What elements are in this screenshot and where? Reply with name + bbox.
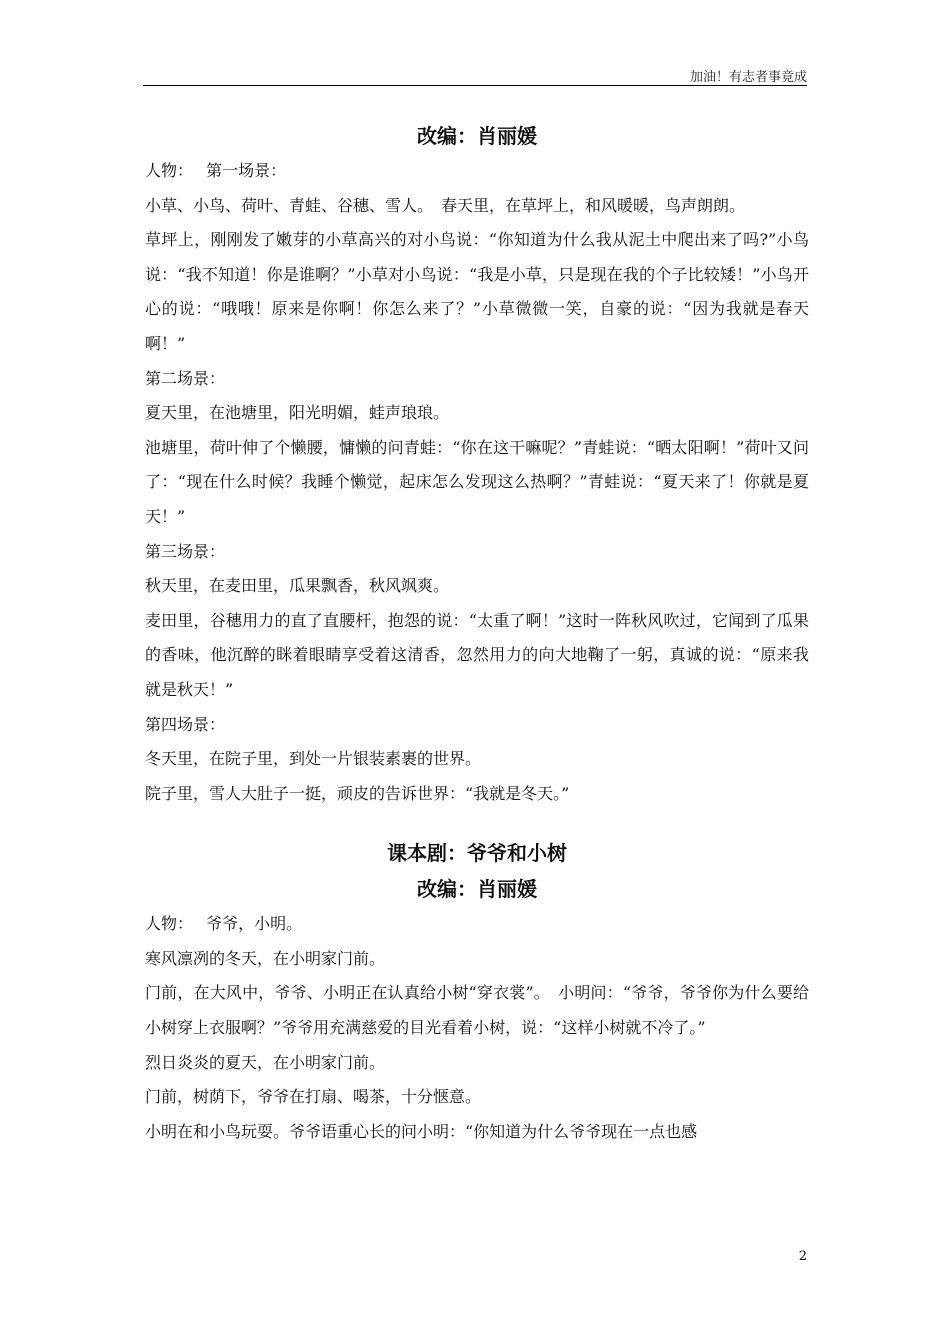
- scene-heading: 第三场景：: [145, 541, 226, 561]
- scene-heading: 第四场景：: [145, 714, 226, 734]
- paragraph: 人物： 第一场景：: [145, 161, 287, 180]
- section1-subtitle: 改编：肖丽媛: [417, 124, 537, 148]
- page-number: 2: [798, 1249, 807, 1264]
- paragraph: 门前，树荫下，爷爷在打扇、喝茶，十分惬意。: [145, 1087, 482, 1107]
- section-spacer: [145, 811, 809, 835]
- paragraph: 小明在和小鸟玩耍。爷爷语重心长的问小明：“你知道为什么爷爷现在一点也感: [145, 1121, 698, 1141]
- page-header-motto: 加油！有志者事竟成: [689, 70, 807, 85]
- scene-heading: 第二场景：: [145, 368, 226, 388]
- paragraph: 夏天里，在池塘里，阳光明媚，蛙声琅琅。: [145, 403, 450, 423]
- header-divider: [143, 85, 807, 86]
- paragraph: 人物： 爷爷，小明。: [145, 914, 303, 934]
- paragraph: 寒风凛冽的冬天，在小明家门前。: [145, 948, 386, 968]
- section2-title: 课本剧：爷爷和小树: [387, 841, 567, 866]
- paragraph: 秋天里，在麦田里，瓜果飘香，秋风飒爽。: [145, 576, 450, 596]
- paragraph: 冬天里，在院子里，到处一片银装素裹的世界。: [145, 749, 482, 769]
- paragraph: 草坪上，刚刚发了嫩芽的小草高兴的对小鸟说：“你知道为什么我从泥土中爬出来了吗?”小鸟说：“我不知道！你是谁啊？”小草对小鸟说：“我是小草，只是现在我的个子比较矮！”小鸟开心的说：“哦哦！原来是你啊！你怎么来了？”小草微微一笑，自豪的说：“因为我就是春天啊！”: [145, 230, 809, 353]
- paragraph: 烈日炎炎的夏天，在小明家门前。: [145, 1052, 386, 1072]
- paragraph: 院子里，雪人大肚子一挺，顽皮的告诉世界：“我就是冬天。”: [145, 783, 570, 803]
- section2-subtitle: 改编：肖丽媛: [417, 877, 537, 902]
- paragraph: 麦田里，谷穗用力的直了直腰杆，抱怨的说：“太重了啊！”这时一阵秋风吹过，它闻到了瓜果的香味，他沉醉的眯着眼睛享受着这清香，忽然用力的向大地鞠了一躬，真诚的说：“原来我就是秋天！”: [145, 610, 809, 699]
- paragraph: 池塘里，荷叶伸了个懒腰，慵懒的问青蛙：“你在这干嘛呢？”青蛙说：“晒太阳啊！”荷叶又问了：“现在什么时候？我睡个懒觉，起床怎么发现这么热啊？”青蛙说：“夏天来了！你就是夏天！”: [145, 437, 809, 526]
- document-body: [145, 118, 809, 1149]
- paragraph: 小草、小鸟、荷叶、青蛙、谷穗、雪人。 春天里，在草坪上，和风暖暖，鸟声朗朗。: [145, 195, 746, 215]
- paragraph: 门前，在大风中，爷爷、小明正在认真给小树“穿衣裳”。 小明问：“爷爷，爷爷你为什么要给小树穿上衣服啊？”爷爷用充满慈爱的目光看着小树，说：“这样小树就不冷了。”: [145, 983, 809, 1038]
